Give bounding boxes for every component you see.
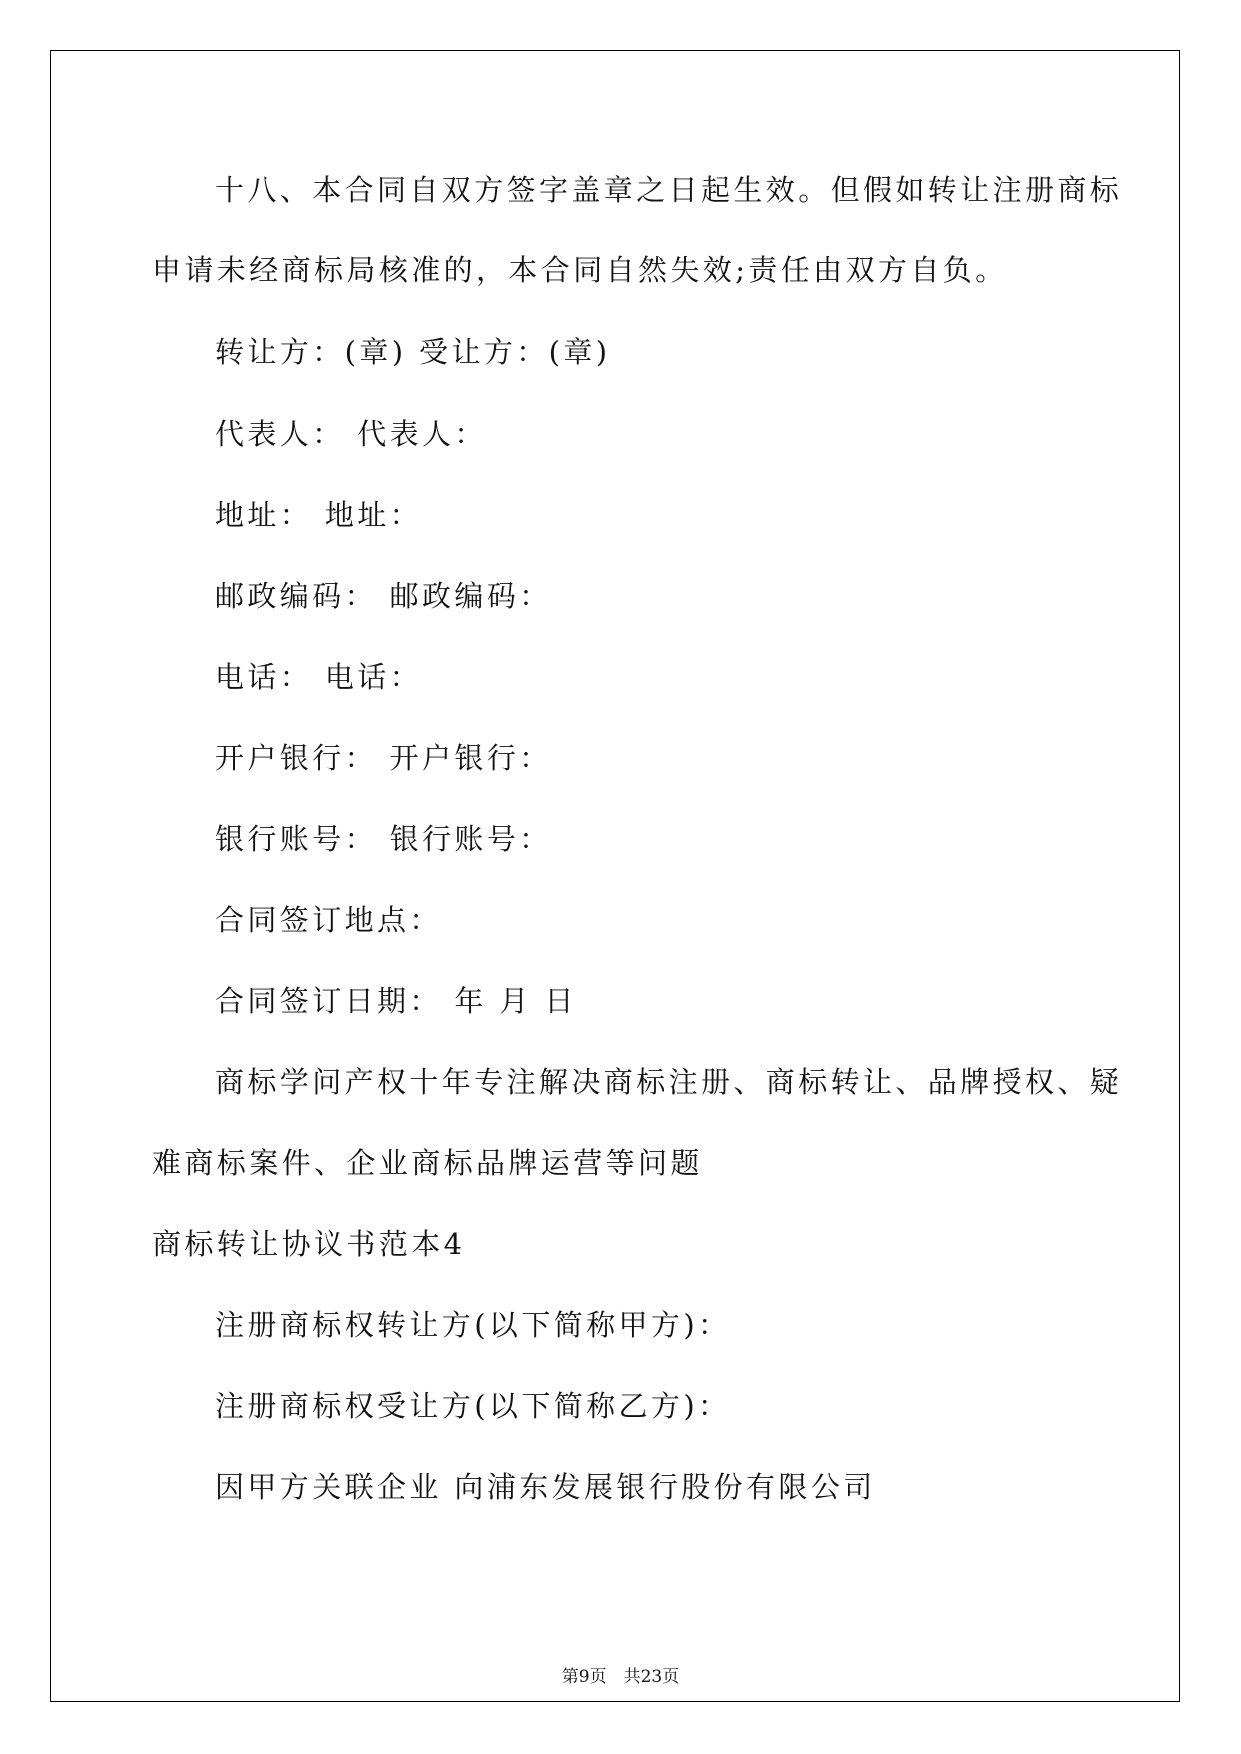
- paragraph-line: 因甲方关联企业 向浦东发展银行股份有限公司: [215, 1470, 876, 1504]
- page-number-footer: 第9页 共23页: [561, 1667, 680, 1687]
- postcode-line: 邮政编码： 邮政编码：: [215, 579, 552, 613]
- signing-date-line: 合同签订日期： 年 月 日: [215, 984, 577, 1018]
- party-a-line: 注册商标权转让方(以下简称甲方)：: [215, 1308, 731, 1342]
- paragraph-line: 申请未经商标局核准的，本合同自然失效;责任由双方自负。: [152, 253, 1008, 287]
- section-heading: 商标转让协议书范本4: [152, 1227, 466, 1261]
- page-border: [50, 50, 1180, 1702]
- account-line: 银行账号： 银行账号：: [215, 822, 552, 856]
- party-b-line: 注册商标权受让方(以下简称乙方)：: [215, 1389, 731, 1423]
- bank-line: 开户银行： 开户银行：: [215, 741, 552, 775]
- paragraph-line: 十八、本合同自双方签字盖章之日起生效。但假如转让注册商标: [215, 173, 1123, 207]
- signatory-line: 转让方：(章) 受让方：(章): [215, 335, 611, 369]
- paragraph-line: 商标学问产权十年专注解决商标注册、商标转让、品牌授权、疑: [215, 1065, 1123, 1099]
- representative-line: 代表人： 代表人：: [215, 417, 487, 451]
- paragraph-line: 难商标案件、企业商标品牌运营等问题: [152, 1146, 703, 1180]
- signing-place-line: 合同签订地点：: [215, 903, 442, 937]
- address-line: 地址： 地址：: [215, 498, 423, 532]
- phone-line: 电话： 电话：: [215, 660, 423, 694]
